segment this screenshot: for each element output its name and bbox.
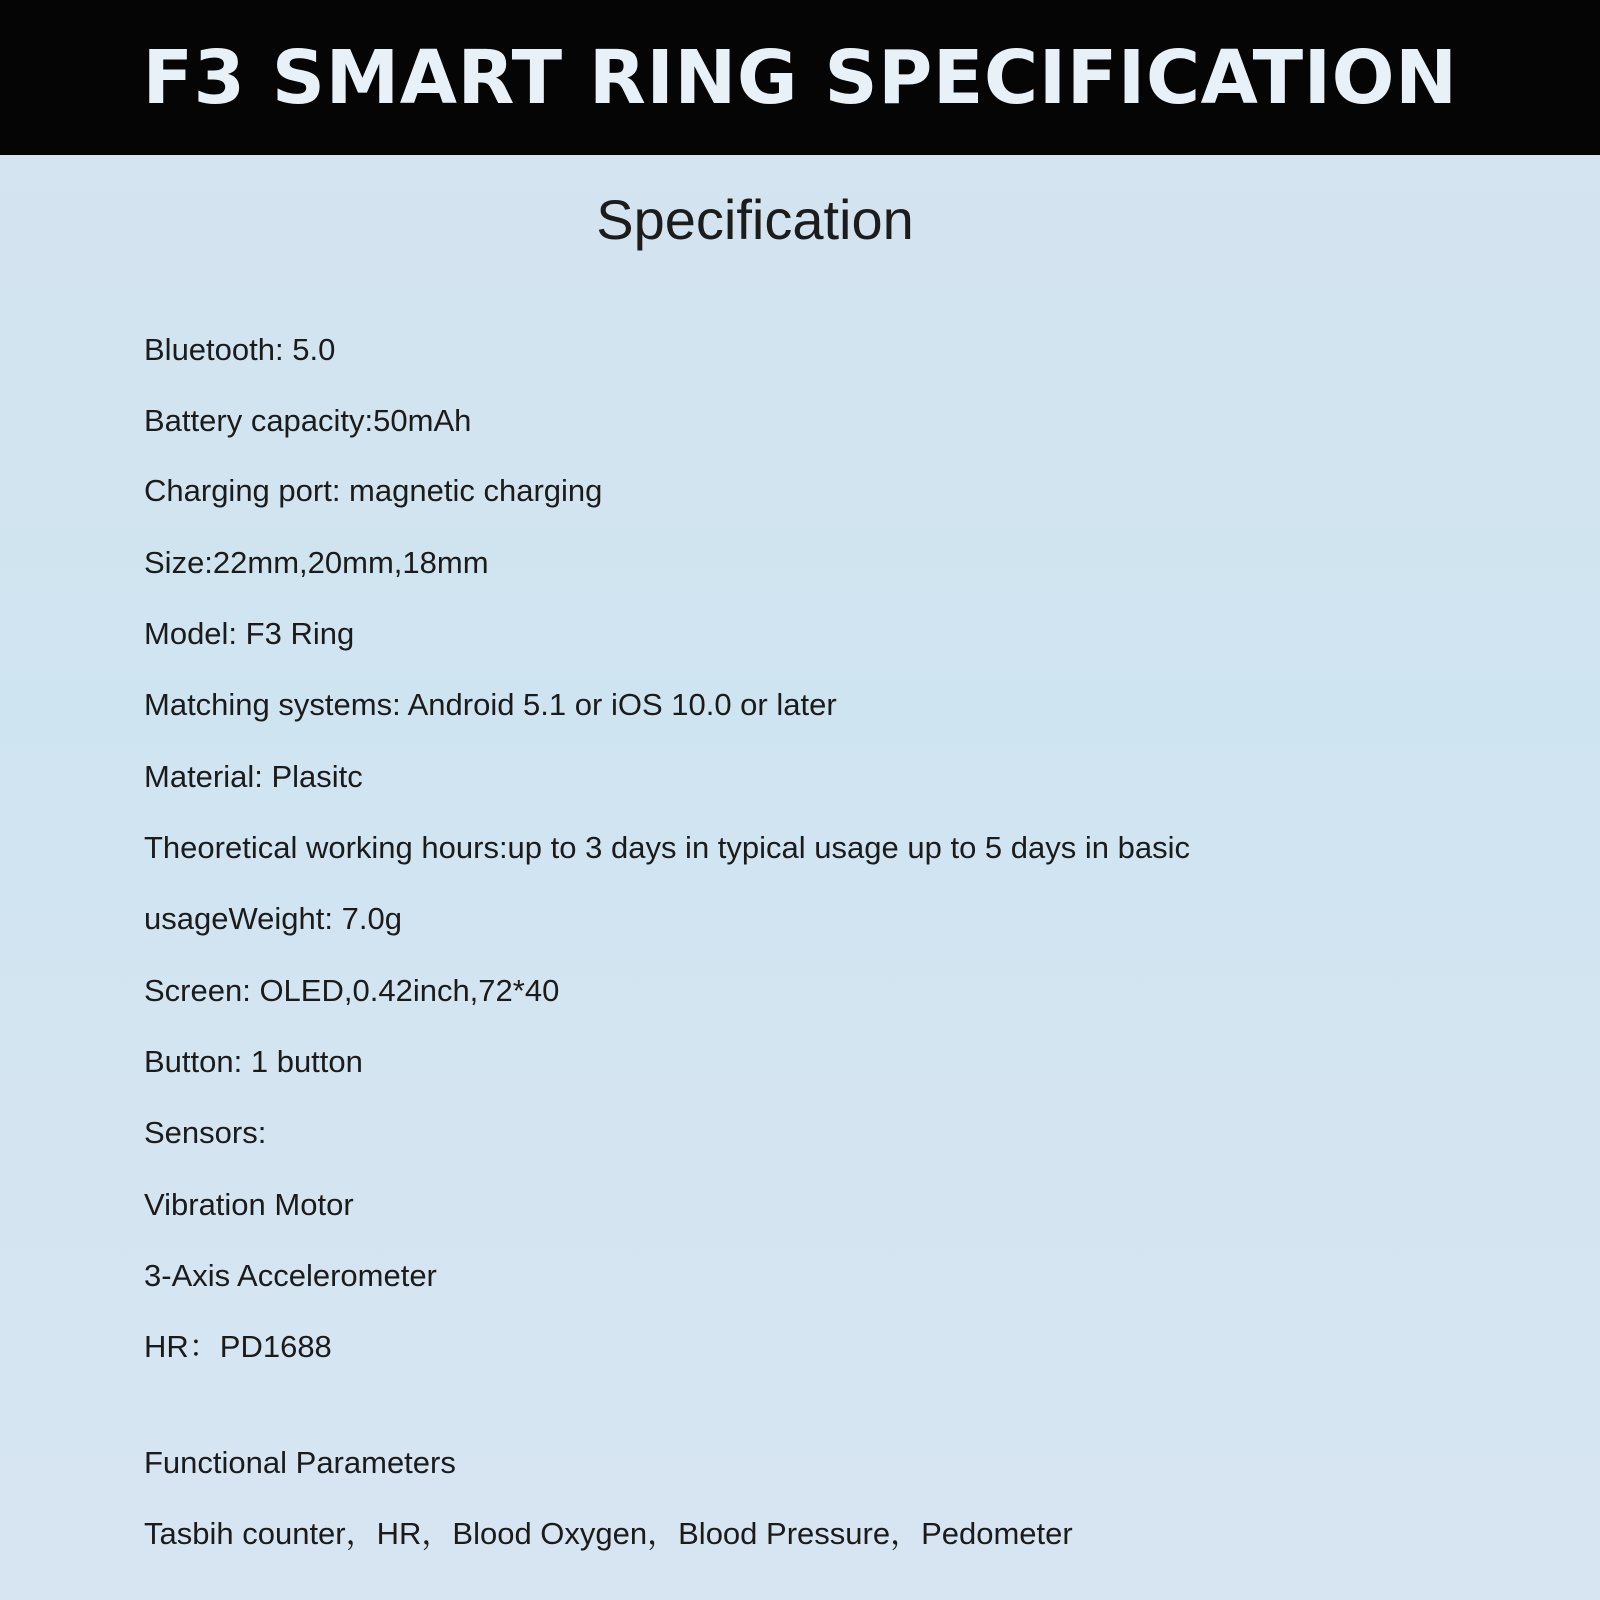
spec-battery: Battery capacity:50mAh bbox=[144, 403, 472, 438]
spec-screen: Screen: OLED,0.42inch,72*40 bbox=[144, 973, 560, 1008]
spec-accelerometer: 3-Axis Accelerometer bbox=[144, 1258, 437, 1293]
functional-heading: Functional Parameters bbox=[144, 1445, 456, 1480]
spec-size: Size:22mm,20mm,18mm bbox=[144, 545, 489, 580]
spec-model: Model: F3 Ring bbox=[144, 616, 355, 651]
spec-material: Material: Plasitc bbox=[144, 759, 363, 794]
spec-charging-port: Charging port: magnetic charging bbox=[144, 473, 603, 508]
section-title: Specification bbox=[596, 188, 914, 251]
spec-vibration-motor: Vibration Motor bbox=[144, 1187, 354, 1222]
spec-bluetooth: Bluetooth: 5.0 bbox=[144, 332, 336, 367]
spec-weight: usageWeight: 7.0g bbox=[144, 901, 402, 936]
spec-matching-systems: Matching systems: Android 5.1 or iOS 10.0 or later bbox=[144, 687, 837, 722]
functional-items: Tasbih counter，HR，Blood Oxygen，Blood Pressure，Pedometer bbox=[144, 1516, 1073, 1551]
spec-hr: HR：PD1688 bbox=[144, 1329, 332, 1364]
spec-button: Button: 1 button bbox=[144, 1044, 363, 1079]
spec-working-hours: Theoretical working hours:up to 3 days in typical usage up to 5 days in basic bbox=[144, 830, 1190, 865]
page-title: F3 SMART RING SPECIFICATION bbox=[142, 35, 1458, 121]
spec-sensors: Sensors: bbox=[144, 1115, 267, 1150]
